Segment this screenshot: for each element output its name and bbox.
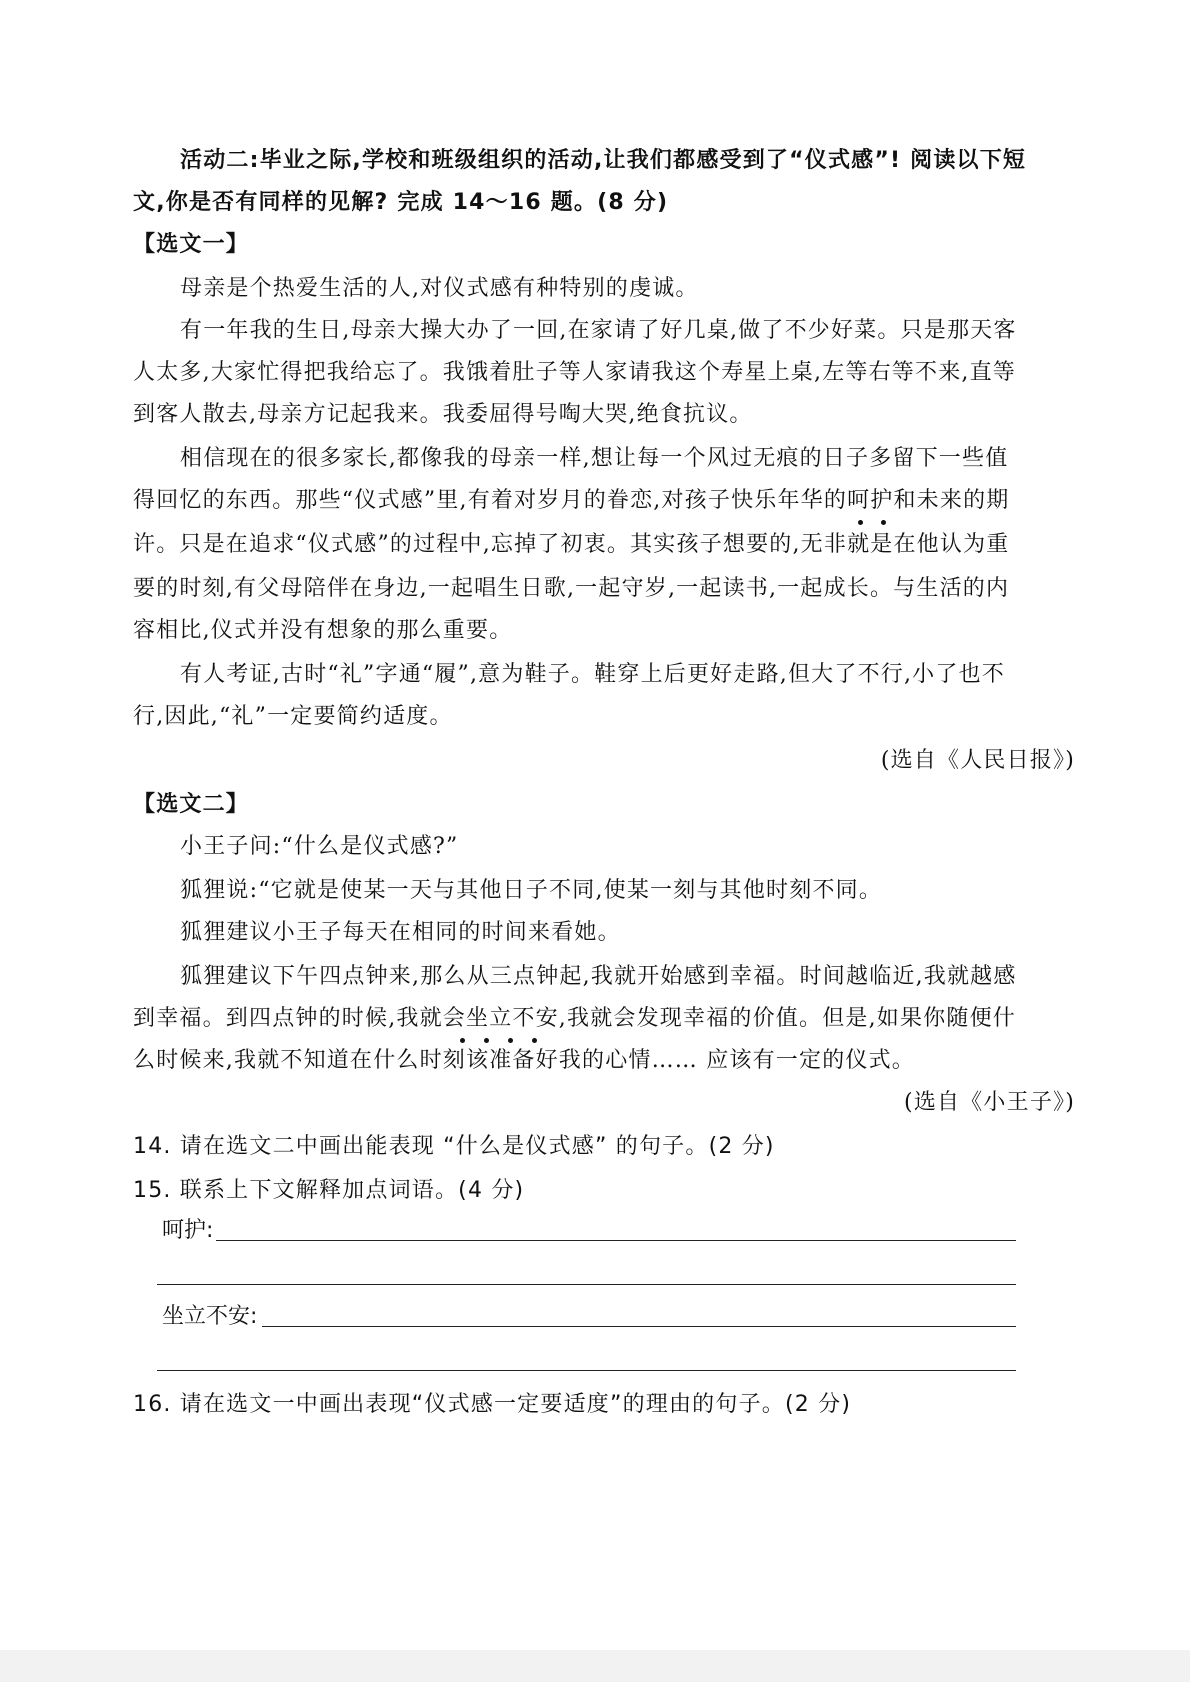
passage1-line: 得回忆的东西。那些“仪式感”里,有着对岁月的眷恋,对孩子快乐年华的呵护和未来的期 xyxy=(133,488,1010,513)
scan-bottom-edge xyxy=(0,1650,1190,1682)
emphasis-dot xyxy=(460,1038,465,1043)
question-14: 14. 请在选文二中画出能表现 “什么是仪式感” 的句子。(2 分) xyxy=(133,1134,775,1159)
passage2-line: 到幸福。到四点钟的时候,我就会坐立不安,我就会发现幸福的价值。但是,如果你随便什 xyxy=(133,1006,1016,1031)
activity-intro-line-2: 文,你是否有同样的见解? 完成 14～16 题。(8 分) xyxy=(133,190,669,215)
passage1-source: (选自《人民日报》) xyxy=(880,748,1075,773)
passage1-line: 人太多,大家忙得把我给忘了。我饿着肚子等人家请我这个寿星上桌,左等右等不来,直等 xyxy=(133,360,1016,385)
passage2-line: 狐狸建议下午四点钟来,那么从三点钟起,我就开始感到幸福。时间越临近,我就越感 xyxy=(180,964,1017,989)
passage1-line: 有一年我的生日,母亲大操大办了一回,在家请了好几桌,做了不少好菜。只是那天客 xyxy=(180,318,1017,343)
answer-line[interactable] xyxy=(157,1370,1016,1371)
question-15-term-2: 坐立不安: xyxy=(162,1304,258,1329)
passage1-line: 母亲是个热爱生活的人,对仪式感有种特别的虔诚。 xyxy=(180,276,699,301)
emphasis-dot xyxy=(484,1038,489,1043)
passage1-line: 许。只是在追求“仪式感”的过程中,忘掉了初衷。其实孩子想要的,无非就是在他认为重 xyxy=(133,532,1010,557)
question-15: 15. 联系上下文解释加点词语。(4 分) xyxy=(133,1178,525,1203)
passage1-line: 要的时刻,有父母陪伴在身边,一起唱生日歌,一起守岁,一起读书,一起成长。与生活的内 xyxy=(133,576,1010,601)
passage2-line: 么时候来,我就不知道在什么时刻该准备好我的心情…… 应该有一定的仪式。 xyxy=(133,1048,915,1073)
emphasis-dot xyxy=(858,520,863,525)
passage1-line: 有人考证,古时“礼”字通“履”,意为鞋子。鞋穿上后更好走路,但大了不行,小了也不 xyxy=(180,662,1005,687)
passage1-line: 到客人散去,母亲方记起我来。我委屈得号啕大哭,绝食抗议。 xyxy=(133,402,753,427)
passage1-title: 【选文一】 xyxy=(133,232,250,257)
emphasis-dot xyxy=(508,1038,513,1043)
question-15-term-1: 呵护: xyxy=(162,1218,214,1243)
passage2-source: (选自《小王子》) xyxy=(904,1090,1075,1115)
passage1-line: 行,因此,“礼”一定要简约适度。 xyxy=(133,704,453,729)
passage2-line: 小王子问:“什么是仪式感?” xyxy=(180,834,459,859)
emphasis-dot xyxy=(532,1038,537,1043)
question-16: 16. 请在选文一中画出表现“仪式感一定要适度”的理由的句子。(2 分) xyxy=(133,1392,852,1417)
answer-line[interactable] xyxy=(262,1326,1016,1327)
passage2-title: 【选文二】 xyxy=(133,792,250,817)
passage1-line: 相信现在的很多家长,都像我的母亲一样,想让每一个风过无痕的日子多留下一些值 xyxy=(180,446,1009,471)
answer-line[interactable] xyxy=(157,1284,1016,1285)
passage2-line: 狐狸建议小王子每天在相同的时间来看她。 xyxy=(180,920,621,945)
passage1-line: 容相比,仪式并没有想象的那么重要。 xyxy=(133,618,513,643)
activity-intro-line-1: 活动二:毕业之际,学校和班级组织的活动,让我们都感受到了“仪式感”! 阅读以下短 xyxy=(180,148,1027,173)
passage2-line: 狐狸说:“它就是使某一天与其他日子不同,使某一刻与其他时刻不同。 xyxy=(180,878,883,903)
answer-line[interactable] xyxy=(216,1240,1016,1241)
emphasis-dot xyxy=(881,520,886,525)
